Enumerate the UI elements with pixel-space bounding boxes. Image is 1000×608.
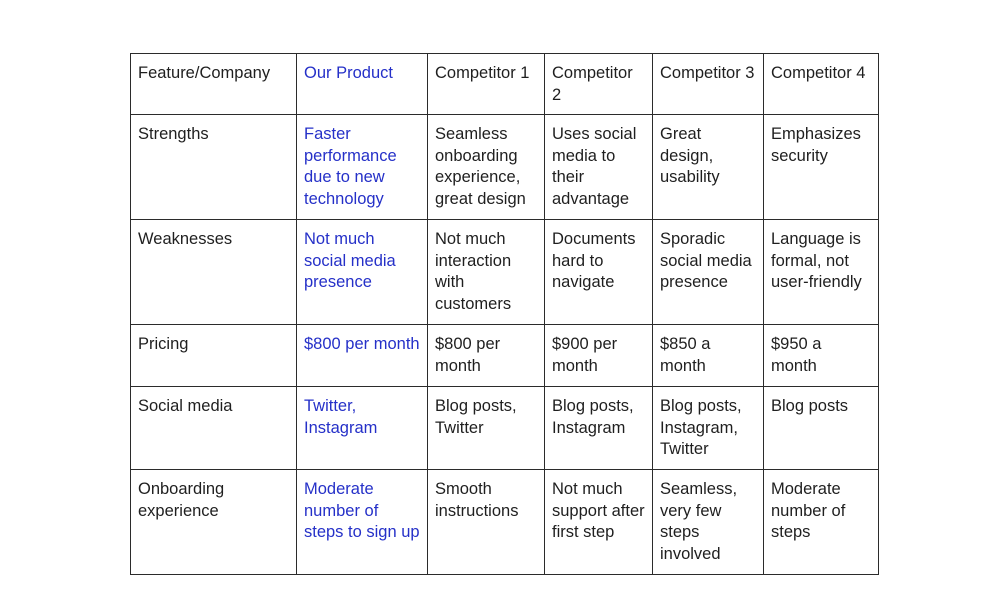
competitor-cell: Language is formal, not user-friendly: [764, 220, 879, 325]
feature-cell: Onboarding experience: [131, 470, 297, 575]
table-row-pricing: [131, 325, 879, 387]
competitor-cell: Blog posts, Twitter: [428, 387, 545, 470]
competitor-cell: Blog posts, Instagram, Twitter: [653, 387, 764, 470]
header-cell-competitor-2: Competitor 2: [545, 54, 653, 115]
competitor-cell: Seamless onboarding experience, great design: [428, 115, 545, 220]
competitor-cell: Blog posts, Instagram: [545, 387, 653, 470]
header-cell-competitor-1: Competitor 1: [428, 54, 545, 115]
our-product-cell: Not much social media presence: [297, 220, 428, 325]
header-cell-feature: Feature/Company: [131, 54, 297, 115]
header-row: [131, 54, 879, 115]
our-product-cell: Moderate number of steps to sign up: [297, 470, 428, 575]
competitor-cell: Uses social media to their advantage: [545, 115, 653, 220]
table-row-strengths: [131, 115, 879, 220]
competitor-cell: Not much support after first step: [545, 470, 653, 575]
feature-cell: Strengths: [131, 115, 297, 220]
our-product-cell: Twitter, Instagram: [297, 387, 428, 470]
competitor-cell: Sporadic social media presence: [653, 220, 764, 325]
competitor-cell: $800 per month: [428, 325, 545, 387]
feature-cell: Pricing: [131, 325, 297, 387]
table-row-social-media: [131, 387, 879, 470]
comparison-table: [130, 53, 879, 575]
competitor-cell: $850 a month: [653, 325, 764, 387]
competitor-cell: Documents hard to navigate: [545, 220, 653, 325]
feature-cell: Weaknesses: [131, 220, 297, 325]
our-product-cell: $800 per month: [297, 325, 428, 387]
competitor-cell: $950 a month: [764, 325, 879, 387]
table-row-onboarding: [131, 470, 879, 575]
competitor-cell: Smooth instructions: [428, 470, 545, 575]
competitor-cell: $900 per month: [545, 325, 653, 387]
our-product-cell: Faster performance due to new technology: [297, 115, 428, 220]
competitor-cell: Moderate number of steps: [764, 470, 879, 575]
competitor-cell: Emphasizes security: [764, 115, 879, 220]
feature-cell: Social media: [131, 387, 297, 470]
competitor-cell: Not much interaction with customers: [428, 220, 545, 325]
competitor-cell: Seamless, very few steps involved: [653, 470, 764, 575]
header-cell-competitor-4: Competitor 4: [764, 54, 879, 115]
competitor-cell: Blog posts: [764, 387, 879, 470]
header-cell-competitor-3: Competitor 3: [653, 54, 764, 115]
header-cell-our-product: Our Product: [297, 54, 428, 115]
competitor-cell: Great design, usability: [653, 115, 764, 220]
table-row-weaknesses: [131, 220, 879, 325]
